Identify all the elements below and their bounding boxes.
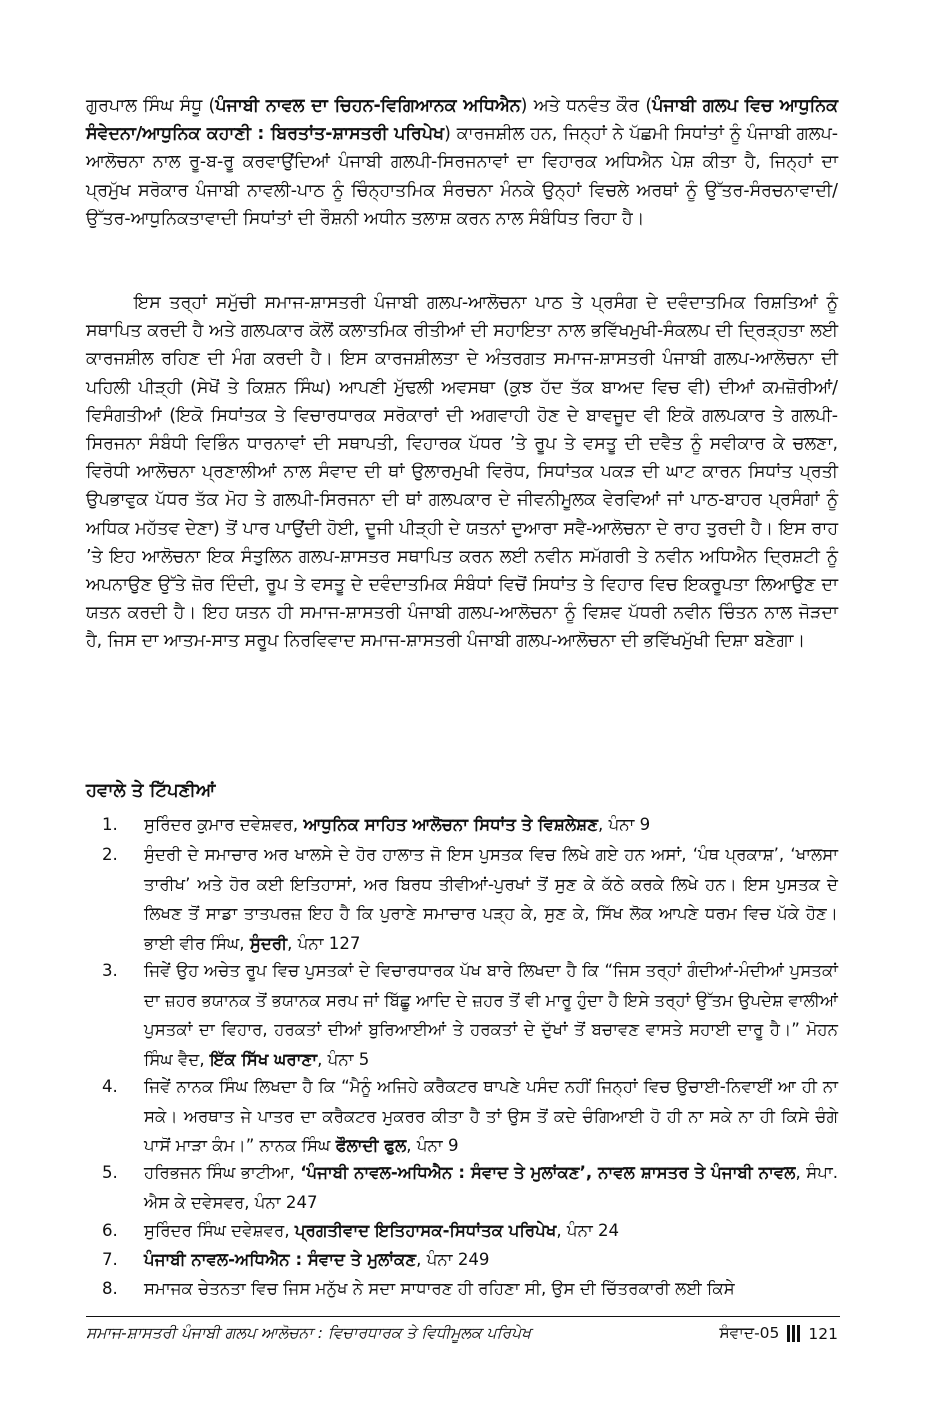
text-run: ਗੁਰਪਾਲ ਸਿੰਘ ਸੰਧੂ ( (86, 96, 216, 116)
paragraph-1 (86, 92, 838, 233)
note-number: 7. (102, 1250, 118, 1269)
note-item (86, 1274, 838, 1304)
note-number: 1. (102, 815, 118, 834)
note-text: ਜਿਵੇਂ ਨਾਨਕ ਸਿੰਘ ਲਿਖਦਾ ਹੈ ਕਿ “ਮੈਨੂੰ ਅਜਿਹੇ ਕਰੈਕਟਰ ਥਾਪਣੇ ਪਸੰਦ ਨਹੀਂ ਜਿਨ੍ਹਾਂ ਵਿਚ ਉਚਾਈ-ਨਿਵਾਈਂ ਆ ਹੀ ਨਾ ਸਕੇ। ਅਰਥਾਤ ਜੇ ਪਾਤਰ ਦਾ ਕਰੈਕਟਰ ਮੁਕਰਰ ਕੀਤਾ ਹੈ ਤਾਂ ਉਸ ਤੋਂ ਕਦੇ ਚੰਗਿਆਈ ਹੋ ਹੀ ਨਾ ਸਕੇ ਨਾ ਹੀ ਕਿਸੇ ਚੰਗੇ ਪਾਸੋਂ ਮਾੜਾ ਕੰਮ।” ਨਾਨਕ ਸਿੰਘ ਫੌਲਾਦੀ ਫੁਲ, ਪੰਨਾ 9 (144, 1077, 838, 1155)
note-text: ਹਰਿਭਜਨ ਸਿੰਘ ਭਾਟੀਆ, ‘ਪੰਜਾਬੀ ਨਾਵਲ-ਅਧਿਐਨ : ਸੰਵਾਦ ਤੇ ਮੁਲਾਂਕਣ’, ਨਾਵਲ ਸ਼ਾਸਤਰ ਤੇ ਪੰਜਾਬੀ ਨਾਵਲ, ਸੰਪਾ. ਐਸ ਕੇ ਦਵੇਸਵਰ, ਪੰਨਾ 247 (144, 1163, 838, 1212)
note-item (86, 1216, 838, 1246)
text-run: ਇਸ ਤਰ੍ਹਾਂ ਸਮੁੱਚੀ ਸਮਾਜ-ਸ਼ਾਸਤਰੀ ਪੰਜਾਬੀ ਗਲਪ-ਆਲੋਚਨਾ ਪਾਠ ਤੇ ਪ੍ਰਸੰਗ ਦੇ ਦਵੰਦਾਤਮਿਕ ਰਿਸ਼ਤਿਆਂ ਨੂੰ ਸਥਾਪਿਤ ਕਰਦੀ ਹੈ ਅਤੇ ਗਲਪਕਾਰ ਕੋਲੋਂ ਕਲਾਤਮਿਕ ਰੀਤੀਆਂ ਦੀ ਸਹਾਇਤਾ ਨਾਲ ਭਵਿੱਖਮੁਖੀ-ਸੰਕਲਪ ਦੀ ਦ੍ਰਿੜ੍ਹਤਾ ਲਈ ਕਾਰਜਸ਼ੀਲ ਰਹਿਣ ਦੀ ਮੰਗ ਕਰਦੀ ਹੈ। ਇਸ ਕਾਰਜਸ਼ੀਲਤਾ ਦੇ ਅੰਤਰਗਤ ਸਮਾਜ-ਸ਼ਾਸਤਰੀ ਪੰਜਾਬੀ ਗਲਪ-ਆਲੋਚਨਾ ਦੀ ਪਹਿਲੀ ਪੀੜ੍ਹੀ (ਸੇਖੋਂ ਤੇ ਕਿਸ਼ਨ ਸਿੰਘ) ਆਪਣੀ ਮੁੱਢਲੀ ਅਵਸਥਾ (ਕੁਝ ਹੱਦ ਤੱਕ ਬਾਅਦ ਵਿਚ ਵੀ) ਦੀਆਂ ਕਮਜ਼ੋਰੀਆਂ/ਵਿਸੰਗਤੀਆਂ (ਇਕੋ ਸਿਧਾਂਤਕ ਤੇ ਵਿਚਾਰਧਾਰਕ ਸਰੋਕਾਰਾਂ ਦੀ ਅਗਵਾਹੀ ਹੋਣ ਦੇ ਬਾਵਜੂਦ ਵੀ ਇਕੋ ਗਲਪਕਾਰ ਤੇ ਗਲਪੀ-ਸਿਰਜਨਾ ਸੰਬੰਧੀ ਵਿਭਿੰਨ ਧਾਰਨਾਵਾਂ ਦੀ ਸਥਾਪਤੀ, ਵਿਹਾਰਕ ਪੱਧਰ ’ਤੇ ਰੂਪ ਤੇ ਵਸਤੂ ਦੀ ਦਵੈਤ ਨੂੰ ਸਵੀਕਾਰ ਕੇ ਚਲਣਾ, ਵਿਰੋਧੀ ਆਲੋਚਨਾ ਪ੍ਰਣਾਲੀਆਂ ਨਾਲ ਸੰਵਾਦ ਦੀ ਥਾਂ ਉਲਾਰਮੁਖੀ ਵਿਰੋਧ, ਸਿਧਾਂਤਕ ਪਕੜ ਦੀ ਘਾਟ ਕਾਰਨ ਸਿਧਾਂਤ ਪ੍ਰਤੀ ਉਪਭਾਵੁਕ ਪੱਧਰ ਤੱਕ ਮੋਹ ਤੇ ਗਲਪੀ-ਸਿਰਜਨਾ ਦੀ ਥਾਂ ਗਲਪਕਾਰ ਦੇ ਜੀਵਨੀਮੂਲਕ ਵੇਰਵਿਆਂ ਜਾਂ ਪਾਠ-ਬਾਹਰ ਪ੍ਰਸੰਗਾਂ ਨੂੰ ਅਧਿਕ ਮਹੱਤਵ ਦੇਣਾ) ਤੋਂ ਪਾਰ ਪਾਉਂਦੀ ਹੋਈ, ਦੂਜੀ ਪੀੜ੍ਹੀ ਦੇ ਯਤਨਾਂ ਦੁਆਰਾ ਸਵੈ-ਆਲੋਚਨਾ ਦੇ ਰਾਹ ਤੁਰਦੀ ਹੈ। ਇਸ ਰਾਹ ’ਤੇ ਇਹ ਆਲੋਚਨਾ ਇਕ ਸੰਤੁਲਿਨ ਗਲਪ-ਸ਼ਾਸਤਰ ਸਥਾਪਿਤ ਕਰਨ ਲਈ ਨਵੀਨ ਸਮੱਗਰੀ ਤੇ ਨਵੀਨ ਅਧਿਐਨ ਦ੍ਰਿਸ਼ਟੀ ਨੂੰ ਅਪਨਾਉਣ ਉੱਤੇ ਜ਼ੋਰ ਦਿੰਦੀ, ਰੂਪ ਤੇ ਵਸਤੂ ਦੇ ਦਵੰਦਾਤਮਿਕ ਸੰਬੰਧਾਂ ਵਿਚੋਂ ਸਿਧਾਂਤ ਤੇ ਵਿਹਾਰ ਵਿਚ ਇਕਰੂਪਤਾ ਲਿਆਉਣ ਦਾ ਯਤਨ ਕਰਦੀ ਹੈ। ਇਹ ਯਤਨ ਹੀ ਸਮਾਜ-ਸ਼ਾਸਤਰੀ ਪੰਜਾਬੀ ਗਲਪ-ਆਲੋਚਨਾ ਨੂੰ ਵਿਸ਼ਵ ਪੱਧਰੀ ਨਵੀਨ ਚਿੰਤਨ ਨਾਲ ਜੋੜਦਾ ਹੈ, ਜਿਸ ਦਾ ਆਤਮ-ਸਾਤ ਸਰੂਪ ਨਿਰਵਿਵਾਦ ਸਮਾਜ-ਸ਼ਾਸਤਰੀ ਪੰਜਾਬੀ ਗਲਪ-ਆਲੋਚਨਾ ਦੀ ਭਵਿੱਖਮੁੱਖੀ ਦਿਸ਼ਾ ਬਣੇਗਾ। (86, 293, 838, 652)
note-item (86, 1158, 838, 1217)
text-run: ) ਅਤੇ ਧਨਵੰਤ ਕੌਰ ( (520, 96, 653, 116)
notes-heading: ਹਵਾਲੇ ਤੇ ਟਿੱਪਣੀਆਂ (86, 780, 216, 801)
footer-divider (86, 1316, 840, 1317)
running-footer-title: ਸਮਾਜ-ਸ਼ਾਸਤਰੀ ਪੰਜਾਬੀ ਗਲਪ ਆਲੋਚਨਾ : ਵਿਚਾਰਧਾਰਕ ਤੇ ਵਿਧੀਮੂਲਕ ਪਰਿਪੇਖ (86, 1324, 531, 1342)
bold-title: ਪੰਜਾਬੀ ਨਾਵਲ ਦਾ ਚਿਹਨ-ਵਿਗਿਆਨਕ ਅਧਿਐਨ (215, 96, 521, 116)
bold-title: ਪੰਜਾਬੀ ਗਲਪ ਵਿਚ ਆਧੁਨਿਕ ਸੰਵੇਦਨਾ/ਆਧੁਨਿਕ ਕਹਾਣੀ : ਬਿਰਤਾਂਤ-ਸ਼ਾਸਤਰੀ ਪਰਿਪੇਖ (86, 96, 838, 145)
note-text: ਸਮਾਜਕ ਚੇਤਨਤਾ ਵਿਚ ਜਿਸ ਮਨੁੱਖ ਨੇ ਸਦਾ ਸਾਧਾਰਣ ਹੀ ਰਹਿਣਾ ਸੀ, ਉਸ ਦੀ ਚਿੱਤਰਕਾਰੀ ਲਈ ਕਿਸੇ (144, 1279, 735, 1298)
note-item (86, 1072, 838, 1161)
page-number: 121 (808, 1324, 838, 1343)
note-number: 3. (102, 961, 118, 980)
text-run: ) ਕਾਰਜਸ਼ੀਲ ਹਨ, ਜਿਨ੍ਹਾਂ ਨੇ ਪੱਛਮੀ ਸਿਧਾਂਤਾਂ ਨੂੰ ਪੰਜਾਬੀ ਗਲਪ-ਆਲੋਚਨਾ ਨਾਲ ਰੂ-ਬ-ਰੂ ਕਰਵਾਉਂਦਿਆਂ ਪੰਜਾਬੀ ਗਲਪੀ-ਸਿਰਜਨਾਵਾਂ ਦਾ ਵਿਹਾਰਕ ਅਧਿਐਨ ਪੇਸ਼ ਕੀਤਾ ਹੈ, ਜਿਨ੍ਹਾਂ ਦਾ ਪ੍ਰਮੁੱਖ ਸਰੋਕਾਰ ਪੰਜਾਬੀ ਨਾਵਲੀ-ਪਾਠ ਨੂੰ ਚਿੰਨ੍ਹਾਤਮਿਕ ਸੰਰਚਨਾ ਮੰਨਕੇ ਉਨ੍ਹਾਂ ਵਿਚਲੇ ਅਰਥਾਂ ਨੂੰ ਉੱਤਰ-ਸੰਰਚਨਾਵਾਦੀ/ਉੱਤਰ-ਆਧੁਨਿਕਤਾਵਾਦੀ ਸਿਧਾਂਤਾਂ ਦੀ ਰੌਸ਼ਨੀ ਅਧੀਨ ਤਲਾਸ਼ ਕਰਨ ਨਾਲ ਸੰਬੰਧਿਤ ਰਿਹਾ ਹੈ। (86, 124, 838, 229)
separator-bars-icon (787, 1325, 800, 1343)
note-item (86, 810, 838, 840)
journal-issue: ਸੰਵਾਦ-05 (719, 1324, 780, 1342)
note-text: ਜਿਵੇਂ ਉਹ ਅਚੇਤ ਰੂਪ ਵਿਚ ਪੁਸਤਕਾਂ ਦੇ ਵਿਚਾਰਧਾਰਕ ਪੱਖ ਬਾਰੇ ਲਿਖਦਾ ਹੈ ਕਿ “ਜਿਸ ਤਰ੍ਹਾਂ ਗੰਦੀਆਂ-ਮੰਦੀਆਂ ਪੁਸਤਕਾਂ ਦਾ ਜ਼ਹਰ ਭਯਾਨਕ ਤੋਂ ਭਯਾਨਕ ਸਰਪ ਜਾਂ ਬਿੱਛੂ ਆਦਿ ਦੇ ਜ਼ਹਰ ਤੋਂ ਵੀ ਮਾਰੂ ਹੁੰਦਾ ਹੈ ਇਸੇ ਤਰ੍ਹਾਂ ਉੱਤਮ ਉਪਦੇਸ਼ ਵਾਲੀਆਂ ਪੁਸਤਕਾਂ ਦਾ ਵਿਹਾਰ, ਹਰਕਤਾਂ ਦੀਆਂ ਬੁਰਿਆਈਆਂ ਤੇ ਹਰਕਤਾਂ ਦੇ ਦੁੱਖਾਂ ਤੋਂ ਬਚਾਵਣ ਵਾਸਤੇ ਸਹਾਈ ਦਾਰੂ ਹੈ।” ਮੋਹਨ ਸਿੰਘ ਵੈਦ, ਇੱਕ ਸਿੱਖ ਘਰਾਣਾ, ਪੰਨਾ 5 (144, 961, 838, 1069)
note-text: ਪੰਜਾਬੀ ਨਾਵਲ-ਅਧਿਐਨ : ਸੰਵਾਦ ਤੇ ਮੁਲਾਂਕਣ, ਪੰਨਾ 249 (144, 1250, 490, 1269)
note-number: 8. (102, 1279, 118, 1298)
note-item (86, 956, 838, 1074)
note-number: 4. (102, 1077, 118, 1096)
note-number: 2. (102, 845, 118, 864)
note-item (86, 840, 838, 958)
footer-page-info (719, 1324, 838, 1343)
note-number: 6. (102, 1221, 118, 1240)
paragraph-2 (86, 289, 838, 656)
note-text: ਸੁੰਦਰੀ ਦੇ ਸਮਾਚਾਰ ਅਰ ਖਾਲਸੇ ਦੇ ਹੋਰ ਹਾਲਾਤ ਜੋ ਇਸ ਪੁਸਤਕ ਵਿਚ ਲਿਖੇ ਗਏ ਹਨ ਅਸਾਂ, ‘ਪੰਥ ਪ੍ਰਕਾਸ਼’, ‘ਖਾਲਸਾ ਤਾਰੀਖ’ ਅਤੇ ਹੋਰ ਕਈ ਇਤਿਹਾਸਾਂ, ਅਰ ਬਿਰਧ ਤੀਵੀਆਂ-ਪੁਰਖਾਂ ਤੋਂ ਸੁਣ ਕੇ ਕੱਠੇ ਕਰਕੇ ਲਿਖੇ ਹਨ। ਇਸ ਪੁਸਤਕ ਦੇ ਲਿਖਣ ਤੋਂ ਸਾਡਾ ਤਾਤਪਰਜ਼ ਇਹ ਹੈ ਕਿ ਪੁਰਾਣੇ ਸਮਾਚਾਰ ਪੜ੍ਹ ਕੇ, ਸੁਣ ਕੇ, ਸਿੱਖ ਲੋਕ ਆਪਣੇ ਧਰਮ ਵਿਚ ਪੱਕੇ ਹੋਣ। ਭਾਈ ਵੀਰ ਸਿੰਘ, ਸੁੰਦਰੀ, ਪੰਨਾ 127 (144, 845, 838, 953)
note-item (86, 1245, 838, 1275)
note-text: ਸੁਰਿੰਦਰ ਕੁਮਾਰ ਦਵੇਸ਼ਵਰ, ਆਧੁਨਿਕ ਸਾਹਿਤ ਆਲੋਚਨਾ ਸਿਧਾਂਤ ਤੇ ਵਿਸ਼ਲੇਸ਼ਣ, ਪੰਨਾ 9 (144, 815, 651, 834)
note-number: 5. (102, 1163, 118, 1182)
note-text: ਸੁਰਿੰਦਰ ਸਿੰਘ ਦਵੇਸ਼ਵਰ, ਪ੍ਰਗਤੀਵਾਦ ਇਤਿਹਾਸਕ-ਸਿਧਾਂਤਕ ਪਰਿਪੇਖ, ਪੰਨਾ 24 (144, 1221, 620, 1240)
